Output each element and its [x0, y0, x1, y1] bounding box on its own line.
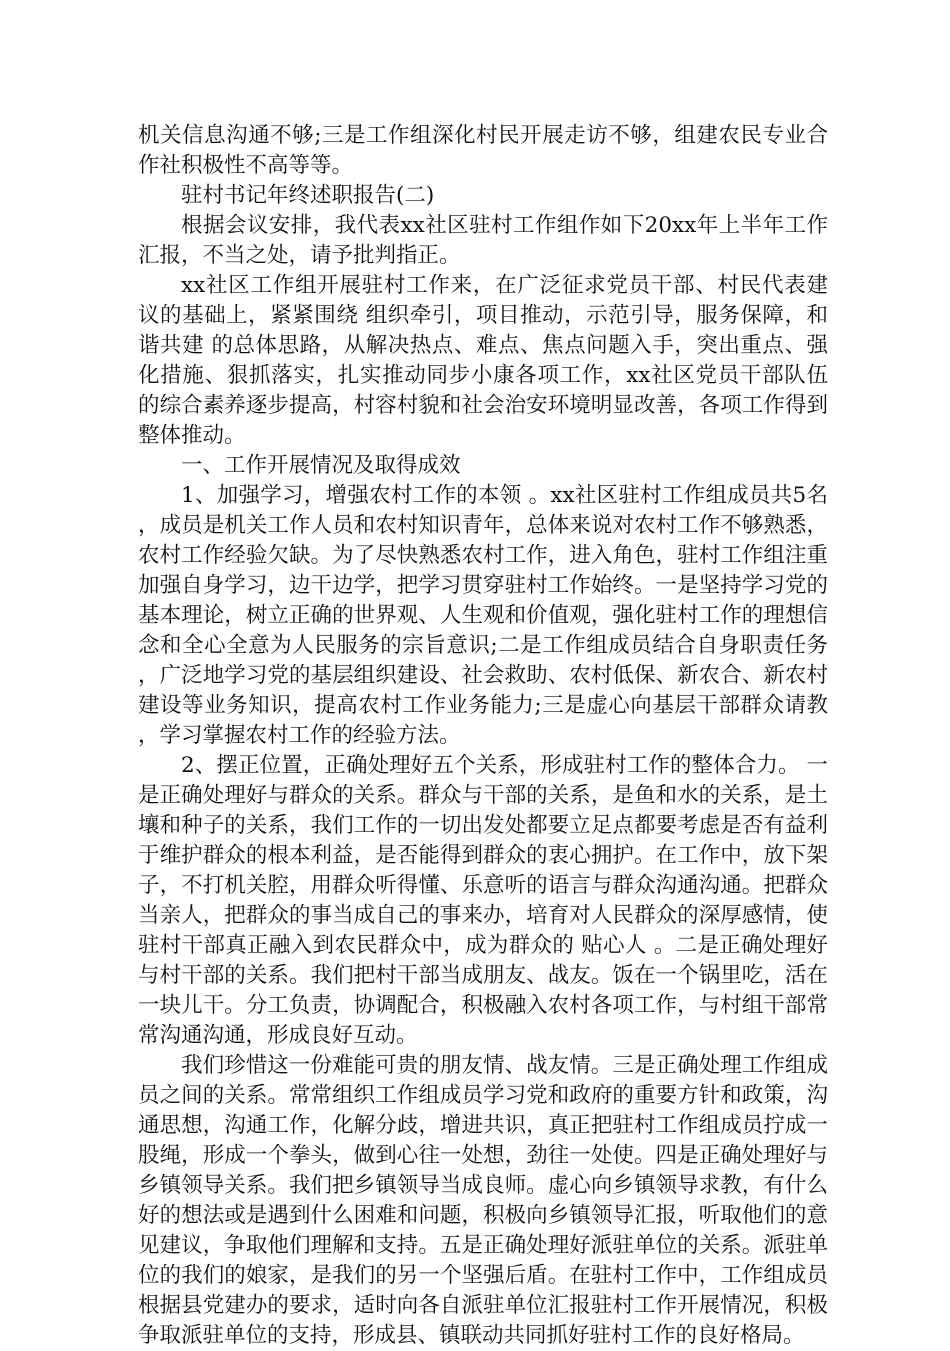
paragraph-overview: xx社区工作组开展驻村工作来，在广泛征求党员干部、村民代表建议的基础上，紧紧围绕 组织牵引，项目推动，示范引导，服务保障，和谐共建 的总体思路，从解决热点、难点、焦点问题入手，突出重点、强化措施、狠抓落实，扎实推动同步小康各项工作，xx社区党员干部队伍的综合素养逐步提高，村容村貌和社会治安环境明显改善，各项工作得到整体推动。: [138, 273, 828, 448]
report-title: 驻村书记年终述职报告(二): [181, 183, 435, 208]
document-body: [138, 121, 828, 1351]
section-heading: 一、工作开展情况及取得成效: [181, 453, 461, 478]
paragraph-continuation: 机关信息沟通不够;三是工作组深化村民开展走访不够，组建农民专业合作社积极性不高等等。: [138, 123, 828, 178]
paragraph-item-1: 1、加强学习，增强农村工作的本领 。xx社区驻村工作组成员共5名，成员是机关工作人员和农村知识青年，总体来说对农村工作不够熟悉，农村工作经验欠缺。为了尽快熟悉农村工作，进入角色，驻村工作组注重加强自身学习，边干边学，把学习贯穿驻村工作始终。一是坚持学习党的基本理论，树立正确的世界观、人生观和价值观，强化驻村工作的理想信念和全心全意为人民服务的宗旨意识;二是工作组成员结合自身职责任务，广泛地学习党的基层组织建设、社会救助、农村低保、新农合、新农村建设等业务知识，提高农村工作业务能力;三是虚心向基层干部群众请教，学习掌握农村工作的经验方法。: [138, 483, 828, 748]
paragraph-intro: 根据会议安排，我代表xx社区驻村工作组作如下20xx年上半年工作汇报，不当之处，请予批判指正。: [138, 213, 828, 268]
paragraph-item-2: 2、摆正位置，正确处理好五个关系，形成驻村工作的整体合力。 一是正确处理好与群众的关系。群众与干部的关系，是鱼和水的关系，是土壤和种子的关系，我们工作的一切出发处都要立足点都要考虑是否有益利于维护群众的根本利益，是否能得到群众的衷心拥护。在工作中，放下架子，不打机关腔，用群众听得懂、乐意听的语言与群众沟通沟通。把群众当亲人，把群众的事当成自己的事来办，培育对人民群众的深厚感情，使驻村干部真正融入到农民群众中，成为群众的 贴心人 。二是正确处理好与村干部的关系。我们把村干部当成朋友、战友。饭在一个锅里吃，活在一块儿干。分工负责，协调配合，积极融入农村各项工作，与村组干部常常沟通沟通，形成良好互动。: [138, 753, 828, 1048]
paragraph-item-2-continued: 我们珍惜这一份难能可贵的朋友情、战友情。三是正确处理工作组成员之间的关系。常常组织工作组成员学习党和政府的重要方针和政策，沟通思想，沟通工作，化解分歧，增进共识，真正把驻村工作组成员拧成一股绳，形成一个拳头，做到心往一处想，劲往一处使。四是正确处理好与乡镇领导关系。我们把乡镇领导当成良师。虚心向乡镇领导求教，有什么好的想法或是遇到什么困难和问题，积极向乡镇领导汇报，听取他们的意见建议，争取他们理解和支持。五是正确处理好派驻单位的关系。派驻单位的我们的娘家，是我们的另一个坚强后盾。在驻村工作中，工作组成员根据县党建办的要求，适时向各自派驻单位汇报驻村工作开展情况，积极争取派驻单位的支持，形成县、镇联动共同抓好驻村工作的良好格局。: [138, 1053, 828, 1348]
